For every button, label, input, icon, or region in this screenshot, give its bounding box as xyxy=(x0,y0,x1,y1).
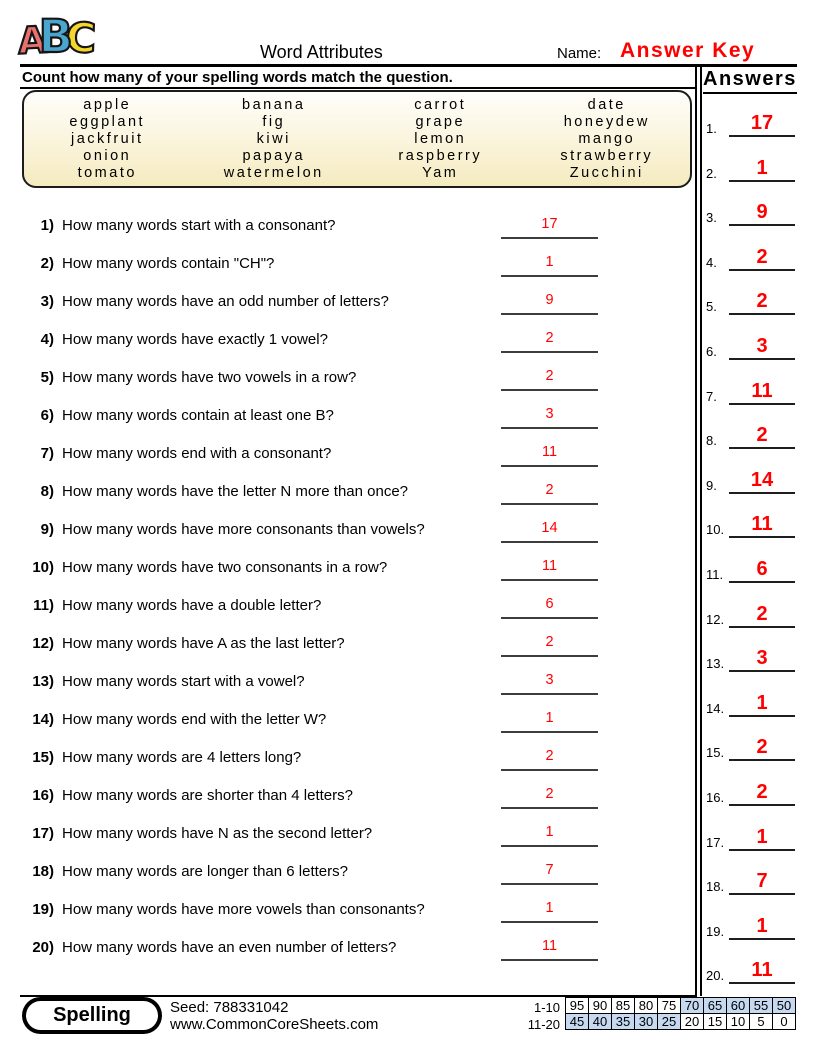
word: tomato xyxy=(77,164,137,181)
question-number: 11) xyxy=(33,597,54,614)
answer-blank xyxy=(501,959,598,961)
answer-item xyxy=(703,956,813,984)
answer-item-blank xyxy=(729,626,795,628)
question-row xyxy=(20,214,680,244)
question-text: How many words have the letter N more than once? xyxy=(62,483,409,500)
answer-item-number: 17. xyxy=(706,835,725,850)
answer-blank xyxy=(501,351,598,353)
score-row xyxy=(566,1014,796,1030)
instruction-divider xyxy=(20,87,696,89)
question-row xyxy=(20,784,680,814)
score-cell: 35 xyxy=(612,1014,635,1030)
question-text: How many words have exactly 1 vowel? xyxy=(62,331,328,348)
score-cell: 5 xyxy=(750,1014,773,1030)
answer-item-blank xyxy=(729,804,795,806)
word: lemon xyxy=(414,130,467,147)
answer-item-blank xyxy=(729,670,795,672)
answer-item-blank xyxy=(729,938,795,940)
word: grape xyxy=(415,114,466,131)
answer-item-number: 19. xyxy=(706,924,725,939)
word: date xyxy=(587,97,626,114)
question-number: 12) xyxy=(32,635,54,652)
question-answer: 2 xyxy=(545,786,554,802)
score-cell: 75 xyxy=(658,998,681,1014)
answer-item-value: 2 xyxy=(756,603,768,625)
answer-item-blank xyxy=(729,849,795,851)
answer-blank xyxy=(501,769,598,771)
word: fig xyxy=(262,114,286,131)
score-cell: 0 xyxy=(773,1014,796,1030)
answer-blank xyxy=(501,275,598,277)
word: raspberry xyxy=(398,147,483,164)
answer-item-blank xyxy=(729,313,795,315)
answer-item-value: 2 xyxy=(756,290,768,312)
answers-panel-title: Answers xyxy=(703,68,797,94)
question-row xyxy=(20,898,680,928)
header-divider xyxy=(20,64,797,67)
question-text: How many words have more consonants than vowels? xyxy=(62,521,425,538)
score-row1-label: 1-10 xyxy=(533,1000,560,1015)
answer-item xyxy=(703,689,813,717)
answer-item-value: 2 xyxy=(756,781,768,803)
answer-item-blank xyxy=(729,269,795,271)
question-number: 8) xyxy=(40,483,54,500)
question-text: How many words start with a vowel? xyxy=(62,673,305,690)
question-answer: 1 xyxy=(545,710,554,726)
answer-item-number: 20. xyxy=(706,968,725,983)
question-text: How many words have an even number of letters? xyxy=(62,939,397,956)
answer-item-value: 2 xyxy=(756,736,768,758)
question-answer: 6 xyxy=(545,596,554,612)
answer-blank xyxy=(501,389,598,391)
question-number: 17) xyxy=(32,825,54,842)
question-number: 4) xyxy=(40,331,54,348)
score-cell: 65 xyxy=(704,998,727,1014)
answer-blank xyxy=(501,427,598,429)
answer-blank xyxy=(501,579,598,581)
score-cell: 10 xyxy=(727,1014,750,1030)
question-number: 10) xyxy=(32,559,54,576)
score-cell: 25 xyxy=(658,1014,681,1030)
answer-item xyxy=(703,823,813,851)
question-text: How many words have two vowels in a row? xyxy=(62,369,357,386)
question-row xyxy=(20,670,680,700)
question-answer: 1 xyxy=(545,254,554,270)
question-text: How many words have two consonants in a row? xyxy=(62,559,388,576)
logo-letter-c: C xyxy=(65,13,97,63)
answer-blank xyxy=(501,541,598,543)
answer-blank xyxy=(501,807,598,809)
answer-item-number: 6. xyxy=(706,344,717,359)
question-answer: 2 xyxy=(545,748,554,764)
word: watermelon xyxy=(223,164,324,181)
abc-logo-icon xyxy=(16,10,97,63)
question-number: 18) xyxy=(32,863,54,880)
answer-item xyxy=(703,644,813,672)
worksheet-type-badge xyxy=(22,997,162,1034)
question-row xyxy=(20,594,680,624)
question-text: How many words have an odd number of letters? xyxy=(62,293,389,310)
word: mango xyxy=(578,130,636,147)
question-answer: 17 xyxy=(541,216,558,232)
answer-item-value: 3 xyxy=(756,647,768,669)
question-row xyxy=(20,404,680,434)
question-row xyxy=(20,480,680,510)
word: strawberry xyxy=(560,147,654,164)
answer-item-blank xyxy=(729,447,795,449)
answer-item-number: 11. xyxy=(706,567,724,582)
word: eggplant xyxy=(69,114,146,131)
seed-text: Seed: 788331042 xyxy=(170,999,289,1016)
answer-item-number: 8. xyxy=(706,433,717,448)
answer-blank xyxy=(501,655,598,657)
answer-item-number: 13. xyxy=(706,656,725,671)
question-answer: 2 xyxy=(545,634,554,650)
question-text: How many words end with a consonant? xyxy=(62,445,332,462)
question-answer: 9 xyxy=(545,292,554,308)
question-text: How many words start with a consonant? xyxy=(62,217,336,234)
answer-item-blank xyxy=(729,492,795,494)
question-row xyxy=(20,252,680,282)
answer-item-value: 2 xyxy=(756,246,768,268)
answer-blank xyxy=(501,617,598,619)
question-number: 2) xyxy=(40,255,54,272)
score-cell: 50 xyxy=(773,998,796,1014)
question-answer: 1 xyxy=(545,900,554,916)
question-row xyxy=(20,366,680,396)
question-answer: 11 xyxy=(541,938,558,954)
question-text: How many words have a double letter? xyxy=(62,597,322,614)
word: kiwi xyxy=(256,130,291,147)
answer-item xyxy=(703,555,813,583)
answer-blank xyxy=(501,237,598,239)
score-row xyxy=(566,998,796,1014)
question-row xyxy=(20,290,680,320)
question-text: How many words are shorter than 4 letters? xyxy=(62,787,353,804)
answer-item-blank xyxy=(729,581,795,583)
question-row xyxy=(20,556,680,586)
logo-letter-b: B xyxy=(38,10,73,63)
answer-blank xyxy=(501,921,598,923)
word: carrot xyxy=(414,97,467,114)
answer-item-blank xyxy=(729,715,795,717)
question-text: How many words are 4 letters long? xyxy=(62,749,302,766)
answer-blank xyxy=(501,845,598,847)
question-answer: 1 xyxy=(545,824,554,840)
question-number: 15) xyxy=(32,749,54,766)
answer-item-blank xyxy=(729,403,795,405)
question-number: 20) xyxy=(32,939,54,956)
word: papaya xyxy=(242,147,306,164)
word: apple xyxy=(83,97,132,114)
question-answer: 3 xyxy=(545,406,554,422)
score-row2-label: 11-20 xyxy=(527,1017,560,1032)
score-cell: 15 xyxy=(704,1014,727,1030)
question-number: 7) xyxy=(40,445,54,462)
answer-item-value: 9 xyxy=(756,201,768,223)
question-text: How many words contain at least one B? xyxy=(62,407,334,424)
answer-blank xyxy=(501,693,598,695)
answer-item-value: 14 xyxy=(750,469,774,491)
answer-item xyxy=(703,332,813,360)
question-answer: 14 xyxy=(541,520,558,536)
answer-item-value: 17 xyxy=(750,112,774,134)
answer-item xyxy=(703,912,813,940)
answer-item-value: 6 xyxy=(756,558,768,580)
question-answer: 3 xyxy=(545,672,554,688)
answer-item xyxy=(703,243,813,271)
sidebar-divider xyxy=(695,67,702,996)
question-text: How many words end with the letter W? xyxy=(62,711,327,728)
question-row xyxy=(20,708,680,738)
instruction-text: Count how many of your spelling words match the question. xyxy=(22,69,453,86)
question-number: 14) xyxy=(32,711,54,728)
question-text: How many words have more vowels than consonants? xyxy=(62,901,425,918)
word-bank xyxy=(22,90,692,188)
answer-item-value: 1 xyxy=(756,692,768,714)
question-text: How many words have A as the last letter? xyxy=(62,635,345,652)
answer-blank xyxy=(501,313,598,315)
question-answer: 11 xyxy=(541,444,558,460)
logo-letter-a: A xyxy=(16,18,48,63)
question-answer: 2 xyxy=(545,482,554,498)
answer-item-blank xyxy=(729,536,795,538)
answer-item-blank xyxy=(729,180,795,182)
score-cell: 45 xyxy=(566,1014,589,1030)
name-label: Name: xyxy=(557,45,602,62)
answer-item xyxy=(703,466,813,494)
question-row xyxy=(20,518,680,548)
score-cell: 60 xyxy=(727,998,750,1014)
page-title: Word Attributes xyxy=(260,42,383,62)
question-row xyxy=(20,632,680,662)
question-number: 6) xyxy=(40,407,54,424)
answer-item-blank xyxy=(729,759,795,761)
word: onion xyxy=(83,147,132,164)
question-text: How many words are longer than 6 letters? xyxy=(62,863,348,880)
answer-item-number: 12. xyxy=(706,612,725,627)
question-row xyxy=(20,860,680,890)
website-text: www.CommonCoreSheets.com xyxy=(170,1016,379,1033)
answer-item-number: 1. xyxy=(706,121,717,136)
question-number: 5) xyxy=(40,369,54,386)
answer-item-number: 18. xyxy=(706,879,725,894)
score-cell: 40 xyxy=(589,1014,612,1030)
answer-item-value: 7 xyxy=(756,870,768,892)
answer-item xyxy=(703,510,813,538)
answer-item-number: 5. xyxy=(706,299,717,314)
score-cell: 70 xyxy=(681,998,704,1014)
question-answer: 7 xyxy=(545,862,554,878)
question-number: 1) xyxy=(40,217,54,234)
answer-item xyxy=(703,109,813,137)
answer-item-blank xyxy=(729,358,795,360)
score-cell: 95 xyxy=(566,998,589,1014)
answer-item-number: 2. xyxy=(706,166,717,181)
answer-item-number: 7. xyxy=(706,389,717,404)
score-cell: 85 xyxy=(612,998,635,1014)
question-number: 3) xyxy=(40,293,54,310)
score-cell: 55 xyxy=(750,998,773,1014)
answer-item-blank xyxy=(729,224,795,226)
answer-item-number: 4. xyxy=(706,255,717,270)
answer-item-value: 1 xyxy=(756,915,768,937)
word: jackfruit xyxy=(71,130,144,147)
score-cell: 30 xyxy=(635,1014,658,1030)
answer-item-value: 11 xyxy=(751,513,773,535)
answer-item-number: 16. xyxy=(706,790,725,805)
answer-blank xyxy=(501,465,598,467)
question-answer: 2 xyxy=(545,330,554,346)
word: Zucchini xyxy=(569,164,644,181)
answer-item xyxy=(703,600,813,628)
question-text: How many words contain "CH"? xyxy=(62,255,275,272)
answer-item-number: 9. xyxy=(706,478,717,493)
question-row xyxy=(20,822,680,852)
answer-blank xyxy=(501,731,598,733)
word: Yam xyxy=(422,164,459,181)
answer-blank xyxy=(501,883,598,885)
answer-item xyxy=(703,421,813,449)
answer-item-number: 15. xyxy=(706,745,725,760)
answer-key-text: Answer Key xyxy=(620,39,756,62)
answer-item-number: 3. xyxy=(706,210,717,225)
question-row xyxy=(20,936,680,966)
question-answer: 2 xyxy=(545,368,554,384)
score-cell: 20 xyxy=(681,1014,704,1030)
question-number: 13) xyxy=(32,673,54,690)
answer-item-number: 14. xyxy=(706,701,725,716)
score-cell: 80 xyxy=(635,998,658,1014)
question-number: 9) xyxy=(40,521,54,538)
question-number: 16) xyxy=(32,787,54,804)
answer-item-blank xyxy=(729,135,795,137)
answer-item-value: 2 xyxy=(756,424,768,446)
answer-item xyxy=(703,287,813,315)
question-number: 19) xyxy=(32,901,54,918)
answer-item xyxy=(703,778,813,806)
answer-item-value: 11 xyxy=(751,380,773,402)
question-row xyxy=(20,746,680,776)
answer-blank xyxy=(501,503,598,505)
answer-item-value: 11 xyxy=(751,959,773,981)
word: banana xyxy=(242,97,306,114)
answer-item-blank xyxy=(729,982,795,984)
answer-item-value: 3 xyxy=(756,335,768,357)
answer-item xyxy=(703,867,813,895)
answer-item-value: 1 xyxy=(756,826,768,848)
question-text: How many words have N as the second letter? xyxy=(62,825,373,842)
answer-item xyxy=(703,198,813,226)
question-row xyxy=(20,442,680,472)
question-row xyxy=(20,328,680,358)
answer-item xyxy=(703,154,813,182)
answer-item-number: 10. xyxy=(706,522,725,537)
answer-item xyxy=(703,733,813,761)
answer-item-blank xyxy=(729,893,795,895)
answer-item xyxy=(703,377,813,405)
score-cell: 90 xyxy=(589,998,612,1014)
question-answer: 11 xyxy=(541,558,558,574)
worksheet-type-label: Spelling xyxy=(26,1001,158,1030)
answer-item-value: 1 xyxy=(756,157,768,179)
word: honeydew xyxy=(563,114,650,131)
score-table xyxy=(565,997,796,1030)
